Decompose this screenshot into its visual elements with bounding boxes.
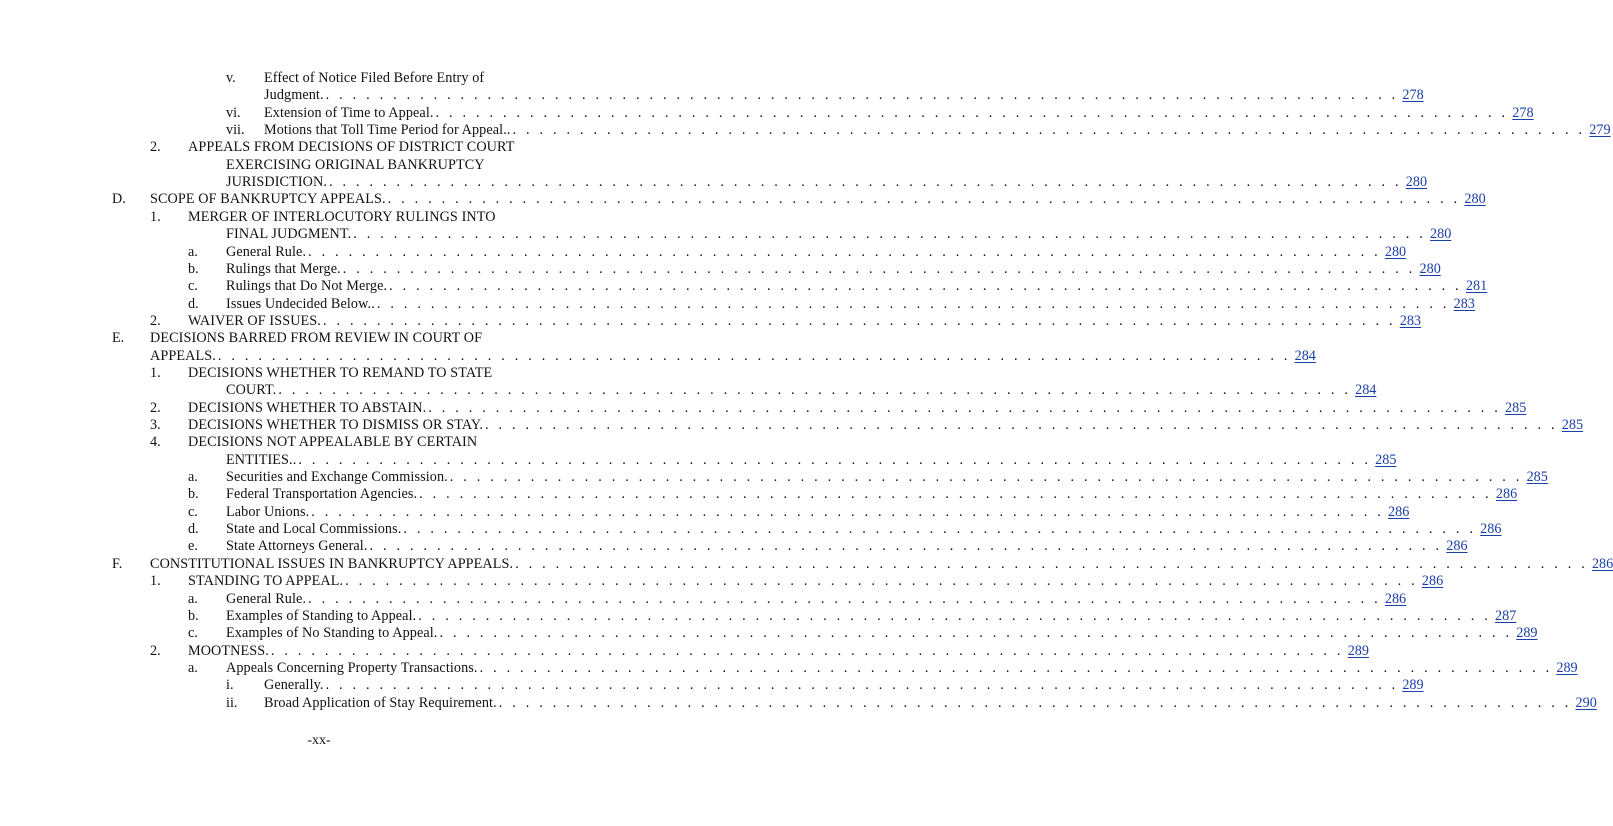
toc-page-link[interactable]: 289 (1347, 642, 1369, 659)
toc-page-link[interactable]: 287 (1495, 607, 1517, 624)
toc-entry-line (0, 138, 638, 157)
toc-entry-number: b. (188, 486, 199, 503)
toc-entry-line (0, 485, 1518, 504)
toc-entry-title: ENTITIES.. (226, 451, 297, 468)
dot-leader: . . . . . . . . . . . . . . . . . . . . . . . . . . . . . . . . . . . . . . . . . . . . . . . . . . . . . . . . . . . . . . . . . . . . . . . . . . . . . . . . (449, 469, 1523, 486)
toc-entry-number: c. (188, 503, 198, 520)
dot-leader: . . . . . . . . . . . . . . . . . . . . . . . . . . . . . . . . . . . . . . . . . . . . . . . . . . . . . . . . . . . . . . . . . . . . . . . . . . . . . . . . (308, 590, 1381, 607)
dot-leader: . . . . . . . . . . . . . . . . . . . . . . . . . . . . . . . . . . . . . . . . . . . . . . . . . . . . . . . . . . . . . . . . . . . . . . . . . . . . . . . . (439, 625, 1513, 642)
toc-entry-title: Federal Transportation Agencies. (226, 486, 418, 503)
dot-leader: . . . . . . . . . . . . . . . . . . . . . . . . . . . . . . . . . . . . . . . . . . . . . . . . . . . . . . . . . . . . . . . . . . . . . . . . . . . . . . . . (376, 295, 1450, 312)
toc-entry-line (0, 694, 1597, 713)
toc-entry-title: WAIVER OF ISSUES. (188, 312, 321, 329)
toc-entry-title: Broad Application of Stay Requirement. (264, 694, 497, 711)
toc-page-link[interactable]: 286 (1388, 503, 1410, 520)
toc-entry-line (0, 225, 1452, 244)
toc-page-link[interactable]: 289 (1516, 625, 1538, 642)
toc-page-link[interactable]: 280 (1464, 191, 1486, 208)
toc-entry-title: Motions that Toll Time Period for Appeal.. (264, 122, 511, 139)
toc-entry-number: 1. (150, 208, 161, 225)
dot-leader: . . . . . . . . . . . . . . . . . . . . . . . . . . . . . . . . . . . . . . . . . . . . . . . . . . . . . . . . . . . . . . . . . . . . . . . . . . . . . . . . (325, 87, 1399, 104)
toc-page-link[interactable]: 285 (1561, 417, 1584, 433)
toc-entry-line (0, 468, 1548, 487)
dot-leader: . . . . . . . . . . . . . . . . . . . . . . . . . . . . . . . . . . . . . . . . . . . . . . . . . . . . . . . . . . . . . . . . . . . . . . . . . . . . . . . . (329, 174, 1402, 191)
toc-entry-title: Effect of Notice Filed Before Entry of (264, 70, 485, 86)
toc-entry-title: Securities and Exchange Commission. (226, 469, 448, 486)
dot-leader: . . . . . . . . . . . . . . . . . . . . . . . . . . . . . . . . . . . . . . . . . . . . . . . . . . . . . . . . . . . . . . . . . . . . . . . . . . . . . . . . (325, 677, 1399, 694)
toc-entry-title: Issues Undecided Below.. (226, 295, 375, 312)
toc-page-link[interactable]: 283 (1399, 312, 1421, 329)
toc-entry-title: APPEALS. (150, 347, 216, 364)
toc-page-link[interactable]: 290 (1575, 694, 1597, 711)
toc-entry-number: 2. (150, 399, 161, 416)
toc-entry-title: JURISDICTION. (226, 174, 328, 191)
toc-entry-line (0, 243, 1407, 262)
toc-entry-title: DECISIONS BARRED FROM REVIEW IN COURT OF (150, 330, 483, 347)
dot-leader: . . . . . . . . . . . . . . . . . . . . . . . . . . . . . . . . . . . . . . . . . . . . . . . . . . . . . . . . . . . . . . . . . . . . . . . . . . . . . . . . (322, 312, 1396, 329)
toc-entry-number: 1. (150, 364, 161, 381)
toc-page-link[interactable]: 280 (1384, 243, 1407, 260)
toc-page-link[interactable]: 285 (1526, 469, 1548, 486)
toc-entry-number: a. (188, 590, 198, 607)
dot-leader: . . . . . . . . . . . . . . . . . . . . . . . . . . . . . . . . . . . . . . . . . . . . . . . . . . . . . . . . . . . . . . . . . . . . . . . . . . . . . . . . (217, 347, 1291, 364)
toc-entry-line (0, 537, 1468, 556)
dot-leader: . . . . . . . . . . . . . . . . . . . . . . . . . . . . . . . . . . . . . . . . . . . . . . . . . . . . . . . . . . . . . . . . . . . . . . . . . . . . . . . . (278, 382, 1352, 399)
dot-leader: . . . . . . . . . . . . . . . . . . . . . . . . . . . . . . . . . . . . . . . . . . . . . . . . . . . . . . . . . . . . . . . . . . . . . . . . . . . . . . . . (389, 278, 1462, 295)
toc-entry-number: vi. (226, 104, 241, 121)
toc-entry-line (0, 190, 1486, 209)
toc-entry-line (0, 555, 1613, 574)
toc-entry-line (0, 607, 1517, 626)
dot-leader: . . . . . . . . . . . . . . . . . . . . . . . . . . . . . . . . . . . . . . . . . . . . . . . . . . . . . . . . . . . . . . . . . . . . . . . . . . . . . . . . (345, 573, 1418, 590)
toc-entry-number: c. (188, 278, 198, 295)
toc-entry-number: 3. (150, 417, 161, 433)
toc-entry-line (0, 156, 638, 175)
toc-entry-title: Generally. (264, 677, 324, 694)
toc-page-link[interactable]: 286 (1384, 590, 1407, 607)
dot-leader: . . . . . . . . . . . . . . . . . . . . . . . . . . . . . . . . . . . . . . . . . . . . . . . . . . . . . . . . . . . . . . . . . . . . . . . . . . . . . . . . (298, 451, 1372, 468)
toc-entry-line (0, 121, 1611, 140)
toc-page-link[interactable]: 286 (1446, 538, 1468, 555)
dot-leader: . . . . . . . . . . . . . . . . . . . . . . . . . . . . . . . . . . . . . . . . . . . . . . . . . . . . . . . . . . . . . . . . . . . . . . . . . . . . . . . . (418, 607, 1492, 624)
toc-page-link[interactable]: 278 (1402, 87, 1424, 104)
toc-entry-title: SCOPE OF BANKRUPTCY APPEALS. (150, 191, 386, 208)
toc-page-link[interactable]: 284 (1294, 347, 1316, 364)
dot-leader: . . . . . . . . . . . . . . . . . . . . . . . . . . . . . . . . . . . . . . . . . . . . . . . . . . . . . . . . . . . . . . . . . . . . . . . . . . . . . . . . (479, 659, 1553, 676)
toc-entry-title: DECISIONS WHETHER TO REMAND TO STATE (188, 364, 493, 381)
toc-entry-line (0, 503, 1410, 522)
dot-leader: . . . . . . . . . . . . . . . . . . . . . . . . . . . . . . . . . . . . . . . . . . . . . . . . . . . . . . . . . . . . . . . . . . . . . . . . . . . . . . . . (515, 555, 1588, 572)
toc-entry-number: 4. (150, 434, 161, 451)
page-number-footer: -xx- (307, 733, 331, 748)
toc-entry-number: e. (188, 538, 198, 555)
toc-entry-line (0, 86, 1424, 105)
toc-page-link[interactable]: 278 (1512, 104, 1534, 121)
toc-entry-line (0, 295, 1475, 314)
toc-entry-line (0, 451, 1397, 470)
toc-page-link[interactable]: 285 (1375, 451, 1397, 468)
toc-entry-title: DECISIONS NOT APPEALABLE BY CERTAIN (188, 434, 478, 451)
toc-entry-title: DECISIONS WHETHER TO ABSTAIN. (188, 399, 427, 416)
toc-entry-number: b. (188, 260, 199, 277)
toc-entry-line (0, 659, 1578, 678)
toc-entry-title: DECISIONS WHETHER TO DISMISS OR STAY. (188, 417, 484, 433)
toc-entry-line (0, 329, 638, 348)
toc-entry-line (0, 208, 638, 227)
toc-entry-number: a. (188, 243, 198, 260)
toc-entry-title: State Attorneys General. (226, 538, 368, 555)
toc-entry-number: d. (188, 295, 199, 312)
toc-page-link[interactable]: 284 (1355, 382, 1377, 399)
toc-entry-title: Extension of Time to Appeal. (264, 104, 434, 121)
toc-entry-title: Rulings that Merge. (226, 260, 341, 277)
toc-page-link[interactable]: 281 (1465, 278, 1488, 295)
toc-entry-line (0, 624, 1538, 643)
toc-entry-number: E. (112, 330, 125, 347)
toc-entry-number: b. (188, 607, 199, 624)
dot-leader: . . . . . . . . . . . . . . . . . . . . . . . . . . . . . . . . . . . . . . . . . . . . . . . . . . . . . . . . . . . . . . . . . . . . . . . . . . . . . . . . (270, 642, 1344, 659)
toc-entry-line (0, 260, 1441, 279)
toc-page-link[interactable]: 286 (1495, 486, 1518, 503)
dot-leader: . . . . . . . . . . . . . . . . . . . . . . . . . . . . . . . . . . . . . . . . . . . . . . . . . . . . . . . . . . . . . . . . . . . . . . . . . . . . . . . . (308, 243, 1381, 260)
toc-page-link[interactable]: 286 (1421, 573, 1444, 590)
toc-entry-title: CONSTITUTIONAL ISSUES IN BANKRUPTCY APPEALS. (150, 555, 514, 572)
toc-entry-title: General Rule. (226, 590, 307, 607)
toc-entry-line (0, 347, 1316, 366)
dot-leader: . . . . . . . . . . . . . . . . . . . . . . . . . . . . . . . . . . . . . . . . . . . . . . . . . . . . . . . . . . . . . . . . . . . . . . . . . . . . . . . . (419, 486, 1492, 503)
toc-page-link[interactable]: 283 (1453, 295, 1475, 312)
toc-page-link[interactable]: 280 (1430, 226, 1452, 243)
dot-leader: . . . . . . . . . . . . . . . . . . . . . . . . . . . . . . . . . . . . . . . . . . . . . . . . . . . . . . . . . . . . . . . . . . . . . . . . . . . . . . . . (387, 191, 1461, 208)
dot-leader: . . . . . . . . . . . . . . . . . . . . . . . . . . . . . . . . . . . . . . . . . . . . . . . . . . . . . . . . . . . . . . . . . . . . . . . . . . . . . . . . (342, 260, 1416, 277)
toc-entry-line (0, 572, 1444, 591)
toc-entry-number: c. (188, 625, 198, 642)
toc-entry-number: ii. (226, 694, 238, 711)
toc-entry-title: Rulings that Do Not Merge. (226, 278, 388, 295)
toc-entry-line (0, 381, 1377, 400)
toc-entry-number: a. (188, 659, 198, 676)
toc-entry-title: STANDING TO APPEAL. (188, 573, 344, 590)
toc-entry-title: MOOTNESS. (188, 642, 269, 659)
toc-entry-line (0, 173, 1428, 192)
toc-entry-title: EXERCISING ORIGINAL BANKRUPTCY (226, 156, 485, 173)
dot-leader: . . . . . . . . . . . . . . . . . . . . . . . . . . . . . . . . . . . . . . . . . . . . . . . . . . . . . . . . . . . . . . . . . . . . . . . . . . . . . . . . (435, 104, 1509, 121)
dot-leader: . . . . . . . . . . . . . . . . . . . . . . . . . . . . . . . . . . . . . . . . . . . . . . . . . . . . . . . . . . . . . . . . . . . . . . . . . . . . . . . . (403, 521, 1477, 538)
toc-page-link[interactable]: 289 (1556, 659, 1578, 676)
toc-entry-title: MERGER OF INTERLOCUTORY RULINGS INTO (188, 208, 496, 225)
dot-leader: . . . . . . . . . . . . . . . . . . . . . . . . . . . . . . . . . . . . . . . . . . . . . . . . . . . . . . . . . . . . . . . . . . . . . . . . . . . . . . . . (498, 694, 1572, 711)
toc-entry-title: General Rule. (226, 243, 307, 260)
toc-entry-title: Examples of No Standing to Appeal. (226, 625, 438, 642)
toc-page-link[interactable]: 280 (1405, 174, 1428, 191)
toc-entry-title: FINAL JUDGMENT. (226, 226, 352, 243)
dot-leader: . . . . . . . . . . . . . . . . . . . . . . . . . . . . . . . . . . . . . . . . . . . . . . . . . . . . . . . . . . . . . . . . . . . . . . . . . . . . . . . . (311, 503, 1385, 520)
toc-entry-number: a. (188, 469, 198, 486)
toc-page-link[interactable]: 280 (1419, 260, 1441, 277)
toc-entry-number: 1. (150, 573, 161, 590)
dot-leader: . . . . . . . . . . . . . . . . . . . . . . . . . . . . . . . . . . . . . . . . . . . . . . . . . . . . . . . . . . . . . . . . . . . . . . . . . . . . . . . . (353, 226, 1427, 243)
toc-entry-line (0, 520, 1502, 539)
toc-entry-number: 2. (150, 312, 161, 329)
toc-entry-title: APPEALS FROM DECISIONS OF DISTRICT COURT (188, 139, 515, 156)
toc-entry-line (0, 104, 1534, 123)
dot-leader: . . . . . . . . . . . . . . . . . . . . . . . . . . . . . . . . . . . . . . . . . . . . . . . . . . . . . . . . . . . . . . . . . . . . . . . . . . . . . . . . (485, 417, 1558, 433)
toc-entry-line (0, 69, 638, 88)
toc-entry-line (0, 433, 638, 452)
toc-entry-title: State and Local Commissions. (226, 521, 402, 538)
toc-entry-number: 2. (150, 642, 161, 659)
toc-entry-number: i. (226, 677, 234, 694)
toc-entry-number: F. (112, 555, 123, 572)
toc-entry-number: 2. (150, 139, 161, 156)
toc-entry-number: v. (226, 70, 236, 86)
toc-entry-title: Examples of Standing to Appeal. (226, 607, 417, 624)
toc-entry-line (0, 312, 1421, 331)
toc-entry-number: d. (188, 521, 199, 538)
toc-entry-title: Appeals Concerning Property Transactions. (226, 659, 478, 676)
toc-entry-line (0, 642, 1369, 661)
dot-leader: . . . . . . . . . . . . . . . . . . . . . . . . . . . . . . . . . . . . . . . . . . . . . . . . . . . . . . . . . . . . . . . . . . . . . . . . . . . . . . . . (428, 399, 1501, 416)
toc-entry-title: Judgment. (264, 87, 324, 104)
toc-entry-title: COURT. (226, 382, 277, 399)
toc-entry-line (0, 364, 638, 383)
toc-page-link[interactable]: 285 (1505, 399, 1527, 416)
toc-entry-line (0, 676, 1424, 695)
dot-leader: . . . . . . . . . . . . . . . . . . . . . . . . . . . . . . . . . . . . . . . . . . . . . . . . . . . . . . . . . . . . . . . . . . . . . . . . . . . . . . . . (512, 122, 1586, 139)
toc-entry-line (0, 590, 1407, 609)
toc-page-link[interactable]: 279 (1589, 122, 1611, 139)
toc-entry-number: D. (112, 191, 126, 208)
toc-page-link[interactable]: 289 (1402, 677, 1424, 694)
toc-entry-number: vii. (226, 122, 245, 139)
dot-leader: . . . . . . . . . . . . . . . . . . . . . . . . . . . . . . . . . . . . . . . . . . . . . . . . . . . . . . . . . . . . . . . . . . . . . . . . . . . . . . . . (369, 538, 1443, 555)
toc-entry-title: Labor Unions. (226, 503, 310, 520)
toc-page-link[interactable]: 286 (1591, 555, 1613, 572)
toc-entry-line (0, 416, 1584, 435)
toc-entry-line (0, 399, 1527, 418)
toc-page-link[interactable]: 286 (1480, 521, 1502, 538)
toc-entry-line (0, 277, 1488, 296)
